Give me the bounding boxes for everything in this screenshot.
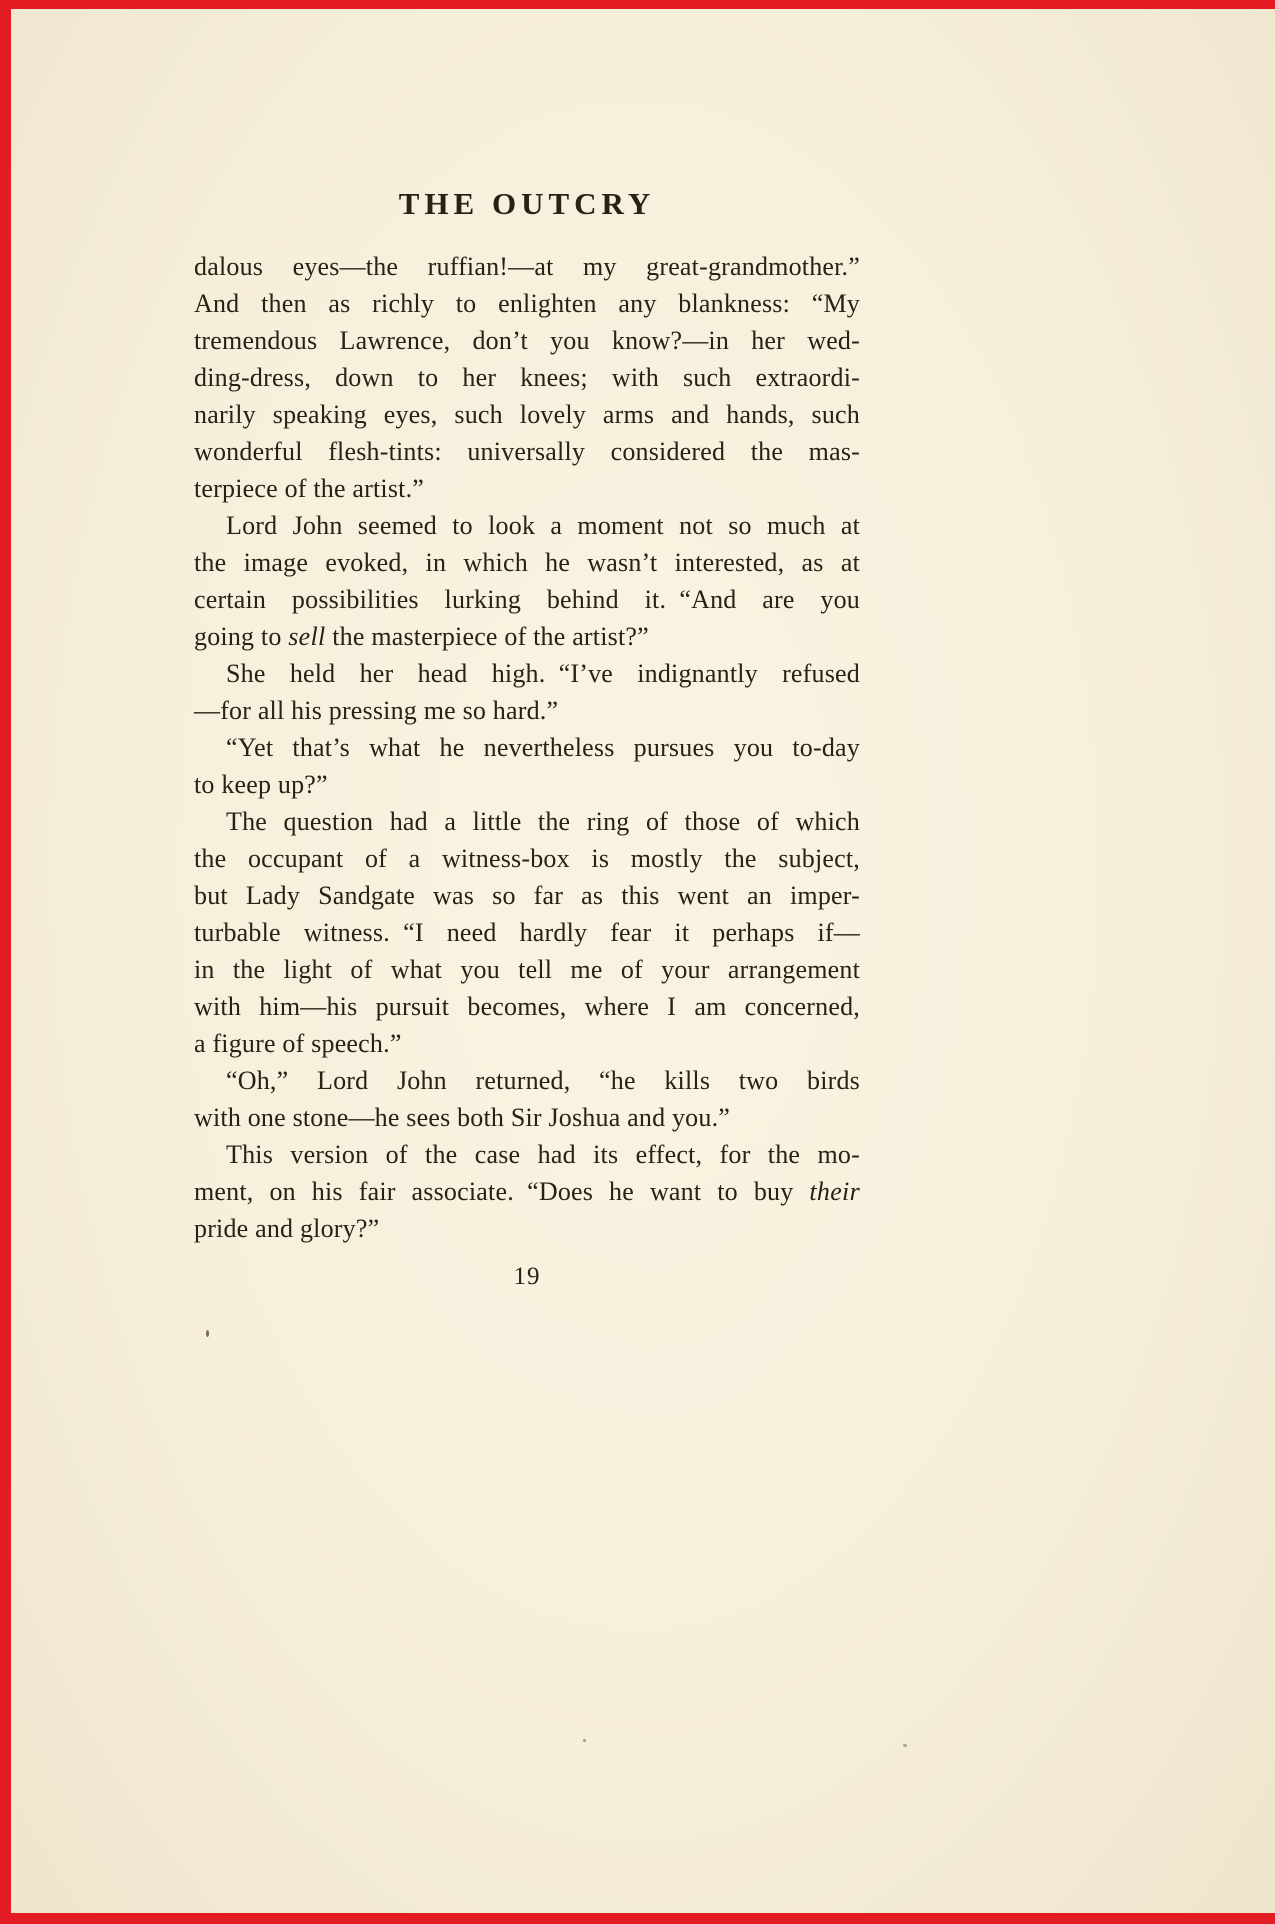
text-line: going to sell the masterpiece of the artist?” (194, 622, 649, 651)
text-line: with one stone—he sees both Sir Joshua and you.” (194, 1103, 731, 1132)
text-line: And then as richly to enlighten any blankness: “My (194, 289, 860, 318)
page-number: 19 (513, 1263, 541, 1290)
text-line: certain possibilities lurking behind it. “And are you (194, 585, 860, 614)
text-line: “Oh,” Lord John returned, “he kills two birds (226, 1066, 860, 1095)
paragraph (194, 507, 860, 655)
running-header: THE OUTCRY (398, 186, 656, 221)
scan-edge-left (0, 0, 11, 1924)
paragraph (194, 803, 860, 1062)
paragraph (194, 1136, 860, 1247)
text-line: “Yet that’s what he nevertheless pursues you to-day (226, 733, 860, 762)
text-block (194, 186, 860, 1291)
paragraph (194, 729, 860, 803)
page-body (194, 248, 860, 1247)
italic-word: sell (288, 622, 326, 651)
text-line: with him—his pursuit becomes, where I am concerned, (194, 992, 860, 1021)
text-line: in the light of what you tell me of your arrangement (194, 955, 860, 984)
text-line: tremendous Lawrence, don’t you know?—in her wed- (194, 326, 860, 355)
paragraph (194, 1062, 860, 1136)
text-line: ding-dress, down to her knees; with such extraordi- (194, 363, 860, 392)
text-line: terpiece of the artist.” (194, 474, 425, 503)
text-line: dalous eyes—the ruffian!—at my great-grandmother.” (194, 252, 860, 281)
paragraph (194, 248, 860, 507)
scan-edge-bottom (0, 1913, 1275, 1924)
text-line: This version of the case had its effect, for the mo- (226, 1140, 860, 1169)
text-line: turbable witness. “I need hardly fear it perhaps if— (194, 918, 860, 947)
text-line: Lord John seemed to look a moment not so much at (226, 511, 860, 540)
text-line: pride and glory?” (194, 1214, 380, 1243)
text-line: the occupant of a witness-box is mostly the subject, (194, 844, 860, 873)
text-line: wonderful flesh-tints: universally considered the mas- (194, 437, 860, 466)
text-line: ment, on his fair associate. “Does he want to buy their (194, 1177, 860, 1206)
scan-speck (903, 1744, 907, 1747)
scan-edge-top (0, 0, 1275, 9)
text-line: The question had a little the ring of those of which (226, 807, 860, 836)
text-line: to keep up?” (194, 770, 328, 799)
scan-speck (583, 1739, 586, 1742)
italic-word: their (809, 1177, 860, 1206)
scan-speck (206, 1330, 209, 1337)
text-line: the image evoked, in which he wasn’t interested, as at (194, 548, 860, 577)
paragraph (194, 655, 860, 729)
text-line: —for all his pressing me so hard.” (194, 696, 559, 725)
text-line: She held her head high. “I’ve indignantly refused (226, 659, 860, 688)
text-line: narily speaking eyes, such lovely arms and hands, such (194, 400, 860, 429)
text-line: but Lady Sandgate was so far as this went an imper- (194, 881, 860, 910)
text-line: a figure of speech.” (194, 1029, 402, 1058)
